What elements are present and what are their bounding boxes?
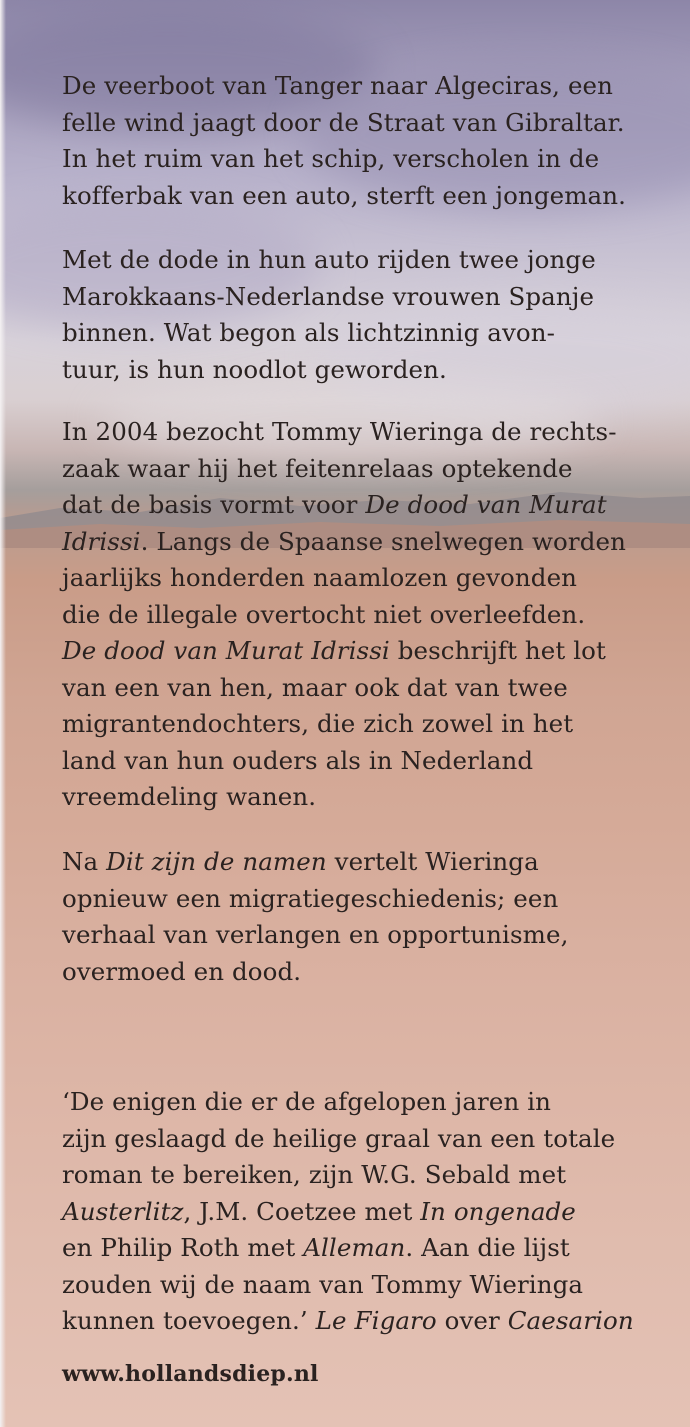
text-line: felle wind jaagt door de Straat van Gibraltar.	[62, 107, 625, 137]
press-quote	[62, 1084, 634, 1340]
text-line: zaak waar hij het feitenrelaas optekende	[62, 453, 573, 483]
text-line: roman te bereiken, zijn W.G. Sebald met	[62, 1160, 567, 1189]
book-title: Caesarion	[507, 1306, 634, 1335]
text-run: en Philip Roth met	[62, 1233, 304, 1262]
text-line: De veerboot van Tanger naar Algeciras, een	[62, 71, 614, 100]
text-line: binnen. Wat begon als lichtzinnig avon-	[62, 318, 555, 347]
book-title: In ongenade	[420, 1196, 576, 1226]
book-title: Dit zijn de namen	[106, 847, 327, 876]
intro-paragraph	[62, 68, 626, 214]
text-line: In het ruim van het schip, verscholen in de	[62, 144, 600, 173]
text-line: zouden wij de naam van Tommy Wieringa	[62, 1269, 584, 1299]
book-title: Austerlitz	[62, 1196, 184, 1226]
text-line	[62, 487, 626, 524]
text-line	[62, 844, 568, 881]
text-line: jaarlijks honderden naamlozen gevonden	[62, 563, 578, 592]
text-run: . Langs de Spaanse snelwegen worden	[140, 526, 626, 556]
publisher-url[interactable]: www.hollandsdiep.nl	[62, 1361, 319, 1387]
text-run: kunnen toevoegen.’	[62, 1306, 316, 1335]
text-line: overmoed en dood.	[62, 956, 302, 986]
text-line: van een van hen, maar ook dat van twee	[62, 672, 568, 702]
text-run: beschrijft het lot	[389, 636, 606, 665]
text-line: verhaal van verlangen en opportunisme,	[62, 920, 569, 949]
fourth-paragraph	[62, 844, 568, 990]
text-line: kofferbak van een auto, sterft een jongeman.	[62, 180, 627, 210]
text-line: Met de dode in hun auto rijden twee jonge	[62, 245, 596, 274]
text-line: migrantendochters, die zich zowel in het	[62, 709, 574, 738]
book-title: Idrissi	[62, 526, 141, 556]
book-title: De dood van Murat	[365, 490, 607, 519]
third-paragraph	[62, 414, 626, 816]
text-run: . Aan die lijst	[405, 1233, 570, 1262]
text-line: In 2004 bezocht Tommy Wieringa de rechts-	[62, 417, 617, 446]
page-edge	[0, 0, 6, 1427]
text-line: tuur, is hun noodlot geworden.	[62, 354, 447, 384]
text-line	[62, 1194, 634, 1231]
text-run: over	[436, 1306, 508, 1335]
text-line: opnieuw een migratiegeschiedenis; een	[62, 883, 559, 913]
text-line	[62, 633, 626, 670]
text-run: dat de basis vormt voor	[62, 490, 366, 519]
book-title: De dood van Murat Idrissi	[62, 636, 390, 665]
text-line: land van hun ouders als in Nederland	[62, 745, 534, 775]
text-line: vreemdeling wanen.	[62, 782, 317, 811]
text-line: Marokkaans-Nederlandse vrouwen Spanje	[62, 281, 595, 311]
text-run: , J.M. Coetzee met	[183, 1196, 421, 1226]
text-run: vertelt Wieringa	[326, 847, 539, 876]
publication-name: Le Figaro	[315, 1306, 437, 1335]
text-line: ‘De enigen die er de afgelopen jaren in	[62, 1087, 552, 1116]
text-line	[62, 524, 626, 561]
text-line	[62, 1230, 634, 1267]
text-line	[62, 1303, 634, 1340]
book-title: Alleman	[303, 1233, 406, 1262]
text-line: zijn geslaagd de heilige graal van een totale	[62, 1123, 616, 1153]
second-paragraph	[62, 242, 596, 388]
text-line: die de illegale overtocht niet overleefden.	[62, 599, 586, 629]
text-run: Na	[62, 847, 107, 876]
